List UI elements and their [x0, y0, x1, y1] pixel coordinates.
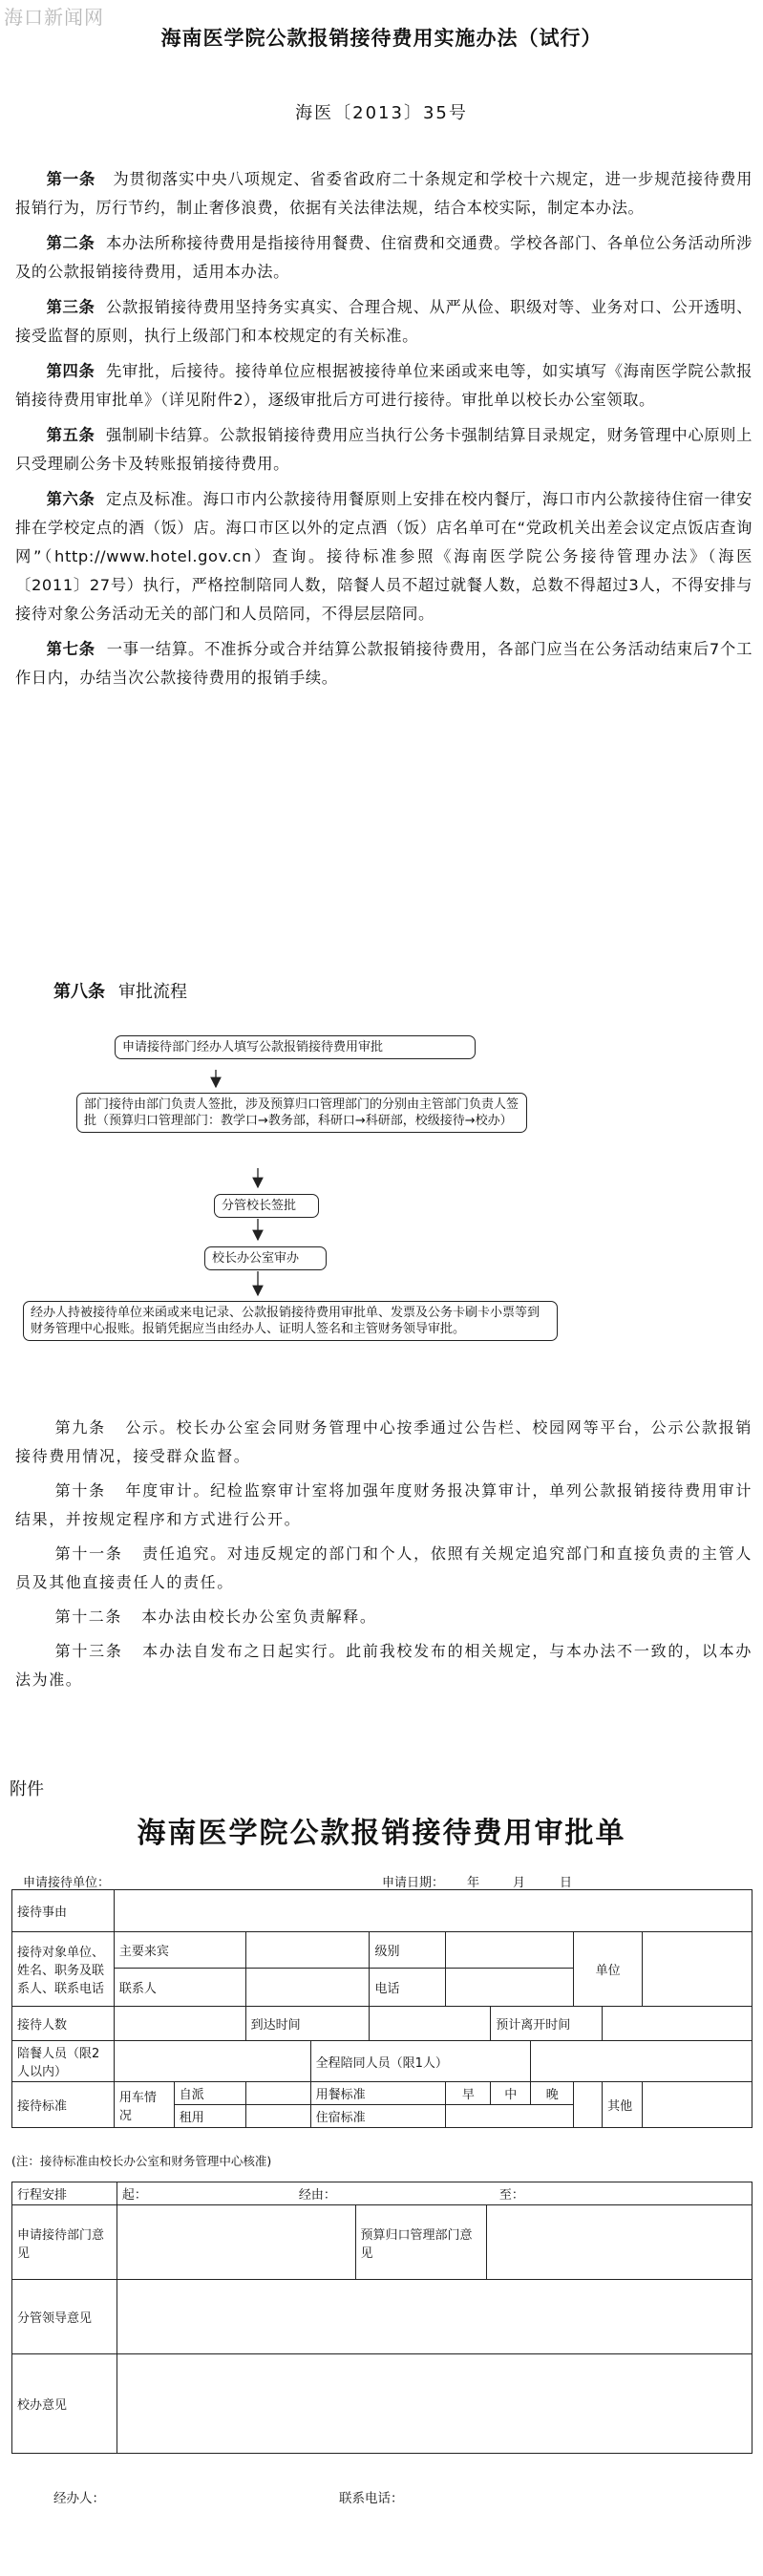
flow-step-vice-president: 分管校长签批: [214, 1194, 319, 1218]
hotel-standard-field[interactable]: [446, 2105, 574, 2128]
reason-label: 接待事由: [12, 1890, 115, 1932]
applicant-unit-label: 申请接待单位：: [23, 1876, 111, 1890]
breakfast-label: 早: [446, 2082, 491, 2105]
main-guest-field[interactable]: [245, 1932, 370, 1969]
full-companion-label: 全程陪同人员（限1人）: [310, 2041, 531, 2082]
article: 第一条 为贯彻落实中央八项规定、省委省政府二十条规定和学校十六规定，进一步规范接待费用报销行为，厉行节约，制止奢侈浪费，依据有关法律法规，结合本校实际，制定本办法。: [15, 170, 753, 217]
budget-opinion-label: 预算归口管理部门意见: [355, 2205, 487, 2280]
dept-opinion-label: 申请接待部门意见: [12, 2205, 117, 2280]
contact-label: 联系人: [114, 1969, 245, 2007]
article: 第五条 强制刷卡结算。公款报销接待费用应当执行公务卡强制结算目录规定，财务管理中心原则上只受理刷公务卡及转账报销接待费用。: [15, 426, 752, 473]
dinner-label: 晚: [531, 2082, 574, 2105]
flow-step-president-office: 校长办公室审办: [204, 1246, 327, 1270]
vehicle-label: 用车情况: [114, 2082, 174, 2128]
flow-step-reimbursement: 经办人持被接待单位来函或来电记录、公款报销接待费用审批单、发票及公务卡刷卡小票等到财务管理中心报账。报销凭据应当由经办人、证明人签名和主管财务领导审批。: [23, 1301, 558, 1341]
other-field[interactable]: [643, 2082, 752, 2128]
rank-field[interactable]: [446, 1932, 574, 1969]
departure-time-label: 预计离开时间: [491, 2007, 603, 2041]
guest-unit-field[interactable]: [643, 1932, 752, 2007]
contact-field[interactable]: [245, 1969, 370, 2007]
leader-opinion-field[interactable]: [117, 2280, 752, 2354]
reason-field[interactable]: [114, 1890, 752, 1932]
article-8-label: 第八条: [53, 982, 105, 1002]
itinerary-label: 行程安排: [12, 2182, 117, 2205]
article: 第二条 本办法所称接待费用是指接待用餐费、住宿费和交通费。学校各部门、各单位公务活动所涉及的公款报销接待费用，适用本办法。: [15, 234, 752, 281]
guest-unit-label: 单位: [574, 1932, 643, 2007]
full-companion-field[interactable]: [531, 2041, 752, 2082]
meal-standard-label: 用餐标准: [310, 2082, 446, 2105]
date-month-label: 月: [513, 1876, 526, 1890]
budget-opinion-field[interactable]: [487, 2205, 752, 2280]
approval-form-table: [11, 1889, 752, 2128]
companions-field[interactable]: [114, 2041, 310, 2082]
arrival-time-field[interactable]: [370, 2007, 491, 2041]
date-year-label: 年: [467, 1876, 480, 1890]
standard-spacer: [574, 2082, 603, 2128]
itinerary-opinion-table: [11, 2182, 752, 2454]
rental-vehicle-label: 租用: [174, 2105, 245, 2128]
arrival-time-label: 到达时间: [245, 2007, 370, 2041]
leader-opinion-label: 分管领导意见: [12, 2280, 117, 2354]
document-title: 海南医学院公款报销接待费用实施办法（试行）: [160, 27, 603, 50]
companions-label: 陪餐人员（限2人以内）: [12, 2041, 115, 2082]
hotel-standard-label: 住宿标准: [310, 2105, 446, 2128]
handler-label: 经办人：: [53, 2491, 105, 2506]
article: 第十一条 责任追究。对违反规定的部门和个人，依照有关规定追究部门和直接负责的主管人员及其他直接责任人的责任。: [15, 1544, 752, 1591]
phone-field[interactable]: [446, 1969, 574, 2007]
rental-vehicle-field[interactable]: [245, 2105, 310, 2128]
article: 第四条 先审批，后接待。接待单位应根据被接待单位来函或来电等，如实填写《海南医学院公款报销接待费用审批单》（详见附件2），逐级审批后方可进行接待。审批单以校长办公室领取。: [15, 362, 752, 409]
phone-label: 电话: [370, 1969, 446, 2007]
article: 第九条 公示。校长办公室会同财务管理中心按季通过公告栏、校园网等平台，公示公款报销接待费用情况，接受群众监督。: [15, 1418, 752, 1465]
site-watermark: 海口新闻网: [4, 6, 104, 29]
application-date-label: 申请日期：: [382, 1876, 445, 1890]
article: 第六条 定点及标准。海口市内公款接待用餐原则上安排在校内餐厅，海口市内公款接待住宿一律安排在学校定点的酒（饭）店。海口市区以外的定点酒（饭）店名单可在“党政机关出差会议定点饭店查询网”（http://www.hotel.gov.cn）查询。接待标准参照《海南医学院公务接待管理办法》（海医〔2011〕27号）执行，严格控制陪同人数，陪餐人员不超过就餐人数，总数不得超过3人，不得安排与接待对象公务活动无关的部门和人员陪同，不得层层陪同。: [15, 490, 752, 623]
article-8-title: 审批流程: [118, 982, 187, 1002]
articles-9-13: [15, 1414, 752, 1700]
standard-label: 接待标准: [12, 2082, 115, 2128]
article: 第十三条 本办法自发布之日起实行。此前我校发布的相关规定，与本办法不一致的，以本办法为准。: [15, 1642, 752, 1689]
articles-1-7: [15, 165, 752, 699]
itinerary-to-label: 至：: [498, 2188, 524, 2203]
form-note: (注：接待标准由校长办公室和财务管理中心核准): [11, 2154, 272, 2168]
flow-step-apply: 申请接待部门经办人填写公款报销接待费用审批: [115, 1035, 476, 1059]
departure-time-field[interactable]: [603, 2007, 752, 2041]
article: 第十二条 本办法由校长办公室负责解释。: [54, 1607, 377, 1626]
article: 第七条 一事一结算。不准拆分或合并结算公款报销接待费用，各部门应当在公务活动结束后7个工作日内，办结当次公款接待费用的报销手续。: [15, 640, 752, 687]
contact-phone-label: 联系电话：: [339, 2491, 404, 2506]
other-label: 其他: [603, 2082, 643, 2128]
form-title: 海南医学院公款报销接待费用审批单: [137, 1817, 626, 1850]
main-guest-label: 主要来宾: [114, 1932, 245, 1969]
guest-count-label: 接待人数: [12, 2007, 115, 2041]
office-opinion-field[interactable]: [117, 2354, 752, 2454]
appendix-label: 附件: [10, 1779, 44, 1799]
itinerary-from-label: 起：: [121, 2188, 147, 2203]
lunch-label: 中: [491, 2082, 531, 2105]
rank-label: 级别: [370, 1932, 446, 1969]
guest-info-label: 接待对象单位、姓名、职务及联系人、联系电话: [12, 1932, 115, 2007]
article: 第三条 公款报销接待费用坚持务实真实、合理合规、从严从俭、职级对等、业务对口、公开透明、接受监督的原则，执行上级部门和本校规定的有关标准。: [15, 298, 752, 345]
own-vehicle-label: 自派: [174, 2082, 245, 2105]
office-opinion-label: 校办意见: [12, 2354, 117, 2454]
itinerary-field[interactable]: [117, 2182, 752, 2205]
itinerary-via-label: 经由：: [298, 2188, 336, 2203]
flow-step-department-approval: 部门接待由部门负责人签批，涉及预算归口管理部门的分别由主管部门负责人签批（预算归口管理部门：教学口→教务部，科研口→科研部，校级接待→校办）: [76, 1093, 527, 1133]
date-day-label: 日: [560, 1876, 573, 1890]
article: 第十条 年度审计。纪检监察审计室将加强年度财务报决算审计，单列公款报销接待费用审计结果，并按规定程序和方式进行公开。: [15, 1481, 752, 1528]
article-8-heading: [53, 978, 187, 1003]
guest-count-field[interactable]: [114, 2007, 245, 2041]
approval-flowchart: [0, 1012, 763, 1375]
document-number: 海医〔2013〕35号: [295, 103, 468, 123]
own-vehicle-field[interactable]: [245, 2082, 310, 2105]
dept-opinion-field[interactable]: [117, 2205, 355, 2280]
